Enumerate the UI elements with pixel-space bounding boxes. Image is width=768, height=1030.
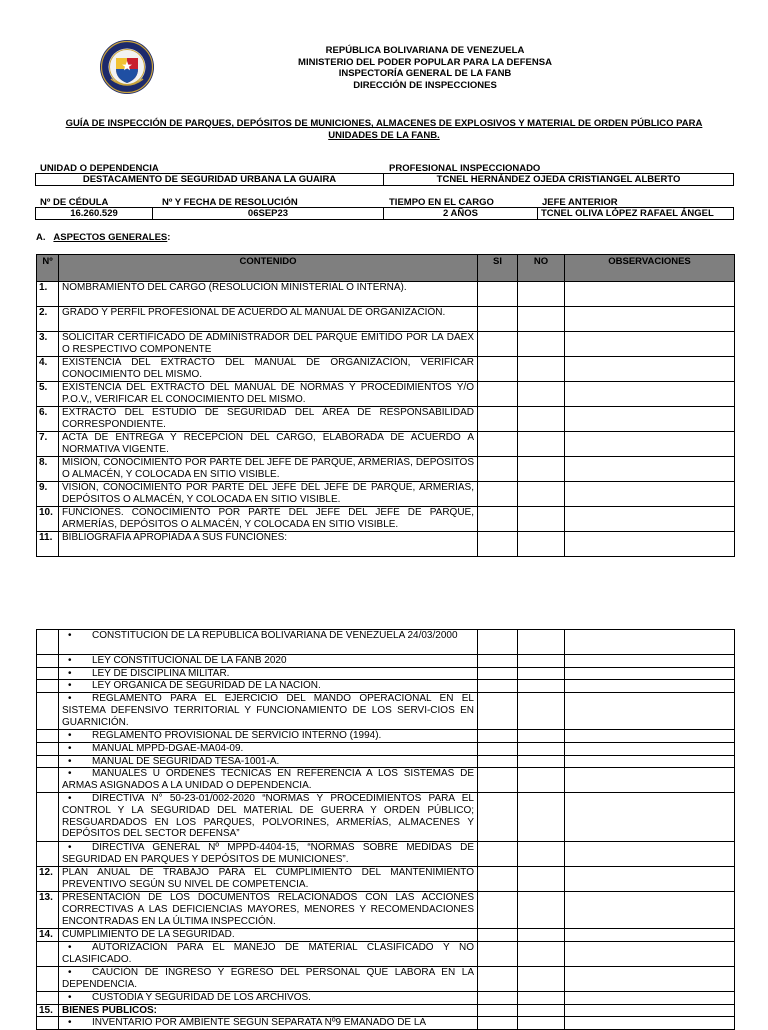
- no-cell: [518, 407, 565, 432]
- no-cell: [518, 630, 565, 655]
- row-content: [59, 793, 478, 842]
- si-cell: [478, 382, 518, 407]
- observaciones-cell: [565, 680, 735, 693]
- no-cell: [518, 793, 565, 842]
- si-cell: [478, 892, 518, 929]
- table-row: [37, 693, 735, 730]
- row-number: [37, 842, 59, 867]
- row-number: [37, 667, 59, 680]
- si-cell: [478, 991, 518, 1004]
- si-cell: [478, 742, 518, 755]
- profesional-field: TCNEL HERNÁNDEZ OJEDA CRISTIANGEL ALBERTO: [383, 173, 734, 186]
- row-content: [59, 941, 478, 966]
- si-cell: [478, 482, 518, 507]
- row-number: 5.: [37, 382, 59, 407]
- si-cell: [478, 407, 518, 432]
- observaciones-cell: [565, 332, 735, 357]
- table-row: [37, 382, 735, 407]
- observaciones-cell: [565, 1004, 735, 1017]
- row-content: SOLICITAR CERTIFICADO DE ADMINISTRADOR DEL PARQUE EMITIDO POR LA DAEX O RESPECTIVO COMPONENTE: [59, 332, 478, 357]
- si-cell: [478, 655, 518, 668]
- bullet-icon: •: [68, 667, 72, 679]
- row-content: [59, 655, 478, 668]
- row-content: BIBLIOGRAFÍA APROPIADA A SUS FUNCIONES:: [59, 532, 478, 557]
- observaciones-cell: [565, 991, 735, 1004]
- row-text: LEY ORGÁNICA DE SEGURIDAD DE LA NACIÓN.: [92, 680, 321, 692]
- observaciones-cell: [565, 941, 735, 966]
- row-content: [59, 680, 478, 693]
- si-cell: [478, 680, 518, 693]
- section-title: ASPECTOS GENERALES: [53, 232, 168, 243]
- row-content: [59, 742, 478, 755]
- row-number: 10.: [37, 507, 59, 532]
- no-cell: [518, 382, 565, 407]
- no-cell: [518, 941, 565, 966]
- row-text: MANUALES U ÓRDENES TÉCNICAS EN REFERENCIA A LOS SISTEMAS DE ARMAS ASIGNADOS A LA UNIDAD O DEPENDENCIA.: [62, 768, 474, 791]
- row-content: VISIÓN, CONOCIMIENTO POR PARTE DEL JEFE DEL JEFE DE PARQUE, ARMERÍAS, DEPÓSITOS O ALMACÉN, Y COLOCADA EN SITIO VISIBLE.: [59, 482, 478, 507]
- observaciones-cell: [565, 755, 735, 768]
- row-content: [59, 667, 478, 680]
- observaciones-cell: [565, 929, 735, 942]
- bullet-icon: •: [68, 680, 72, 692]
- table-row: [37, 941, 735, 966]
- si-cell: [478, 941, 518, 966]
- row-number: 15.: [37, 1004, 59, 1017]
- table-row: [37, 1017, 735, 1030]
- row-text: MANUAL MPPD-DGAE-MA04-09.: [92, 742, 244, 754]
- no-cell: [518, 755, 565, 768]
- no-cell: [518, 457, 565, 482]
- observaciones-cell: [565, 357, 735, 382]
- unidad-field: DESTACAMENTO DE SEGURIDAD URBANA LA GUAIRA: [35, 173, 384, 186]
- row-content: NOMBRAMIENTO DEL CARGO (RESOLUCIÓN MINISTERIAL O INTERNA).: [59, 282, 478, 307]
- row-number: [37, 680, 59, 693]
- bullet-icon: •: [68, 991, 72, 1003]
- row-text: REGLAMENTO PROVISIONAL DE SERVICIO INTERNO (1994).: [92, 730, 382, 742]
- no-cell: [518, 892, 565, 929]
- no-cell: [518, 742, 565, 755]
- row-text: INVENTARIO POR AMBIENTE SEGÚN SEPARATA Nº9 EMANADO DE LA: [92, 1017, 427, 1029]
- institution-header: [240, 45, 610, 91]
- inspection-table-part-1: [36, 254, 735, 557]
- row-text: DIRECTIVA N° 50-23-01/002-2020 “NORMAS Y PROCEDIMIENTOS PARA EL CONTROL Y LA SEGURIDAD DEL MATERIAL DE GUERRA Y ORDEN PÚBLICO; RESGUARDADOS EN LOS PARQUES, POLVORINES, ARMERÍAS, ALMACENES Y DEPÓSITOS DEL SECTOR DEFENSA”: [62, 793, 474, 840]
- observaciones-cell: [565, 842, 735, 867]
- si-cell: [478, 532, 518, 557]
- table-row: [37, 867, 735, 892]
- table-row: [37, 1004, 735, 1017]
- table-row: [37, 680, 735, 693]
- row-content: PRESENTACIÓN DE LOS DOCUMENTOS RELACIONADOS CON LAS ACCIONES CORRECTIVAS A LAS DEFICIENCIAS MAYORES, MENORES Y RECOMENDACIONES ENCONTRADAS EN LA ÚLTIMA INSPECCIÓN.: [59, 892, 478, 929]
- no-cell: [518, 680, 565, 693]
- row-content: [59, 630, 478, 655]
- section-colon: :: [167, 232, 171, 243]
- observaciones-cell: [565, 630, 735, 655]
- bullet-icon: •: [68, 842, 72, 854]
- table-row: [37, 991, 735, 1004]
- no-cell: [518, 357, 565, 382]
- no-cell: [518, 307, 565, 332]
- header-contenido: CONTENIDO: [59, 255, 478, 282]
- bullet-icon: •: [68, 755, 72, 767]
- document-title: GUÍA DE INSPECCIÓN DE PARQUES, DEPÓSITOS DE MUNICIONES, ALMACENES DE EXPLOSIVOS Y MATERIAL DE ORDEN PÚBLICO PARA UNIDADES DE LA FANB.: [65, 118, 703, 141]
- header-line-inspectorate: INSPECTORÍA GENERAL DE LA FANB: [338, 68, 512, 79]
- row-number: 11.: [37, 532, 59, 557]
- no-cell: [518, 693, 565, 730]
- table-row: [37, 432, 735, 457]
- no-cell: [518, 482, 565, 507]
- row-content: BIENES PÚBLICOS:: [59, 1004, 478, 1017]
- bullet-icon: •: [68, 730, 72, 742]
- row-number: 14.: [37, 929, 59, 942]
- row-number: [37, 768, 59, 793]
- row-content: [59, 768, 478, 793]
- si-cell: [478, 630, 518, 655]
- row-number: 8.: [37, 457, 59, 482]
- table-row: [37, 892, 735, 929]
- observaciones-cell: [565, 730, 735, 743]
- no-cell: [518, 667, 565, 680]
- tiempo-label: TIEMPO EN EL CARGO: [389, 197, 494, 208]
- header-line-direction: DIRECCIÓN DE INSPECCIONES: [353, 79, 497, 91]
- no-cell: [518, 432, 565, 457]
- header-no: NO: [518, 255, 565, 282]
- bullet-icon: •: [68, 793, 72, 805]
- row-text: LEY DE DISCIPLINA MILITAR.: [92, 667, 230, 679]
- row-content: EXISTENCIA DEL EXTRACTO DEL MANUAL DE ORGANIZACIÓN, VERIFICAR CONOCIMIENTO DEL MISMO.: [59, 357, 478, 382]
- no-cell: [518, 966, 565, 991]
- no-cell: [518, 282, 565, 307]
- row-text: REGLAMENTO PARA EL EJERCICIO DEL MANDO OPERACIONAL EN EL SISTEMA DEFENSIVO TERRITORIAL Y FUNCIONAMIENTO DE LOS SERVI-CIOS EN GUARNICIÓN.: [62, 693, 474, 728]
- observaciones-cell: [565, 282, 735, 307]
- observaciones-cell: [565, 793, 735, 842]
- table-row: [37, 307, 735, 332]
- bullet-icon: •: [68, 630, 72, 641]
- si-cell: [478, 667, 518, 680]
- row-number: [37, 742, 59, 755]
- observaciones-cell: [565, 655, 735, 668]
- row-number: 3.: [37, 332, 59, 357]
- table-row: [37, 755, 735, 768]
- table-row: [37, 667, 735, 680]
- si-cell: [478, 768, 518, 793]
- row-content: [59, 1017, 478, 1030]
- resolucion-field: 06SEP23: [152, 207, 384, 220]
- row-content: [59, 755, 478, 768]
- table-row: [37, 332, 735, 357]
- jefe-anterior-field: TCNEL OLIVA LÓPEZ RAFAEL ÁNGEL: [537, 207, 734, 220]
- observaciones-cell: [565, 667, 735, 680]
- resolucion-label: Nº Y FECHA DE RESOLUCIÓN: [162, 197, 298, 208]
- row-number: [37, 793, 59, 842]
- row-text: MANUAL DE SEGURIDAD TESA-1001-A.: [92, 755, 280, 767]
- no-cell: [518, 991, 565, 1004]
- row-number: [37, 730, 59, 743]
- row-text: CAUCIÓN DE INGRESO Y EGRESO DEL PERSONAL QUE LABORA EN LA DEPENDENCIA.: [62, 966, 474, 990]
- row-number: [37, 1017, 59, 1030]
- no-cell: [518, 655, 565, 668]
- observaciones-cell: [565, 457, 735, 482]
- no-cell: [518, 730, 565, 743]
- header-si: SI: [478, 255, 518, 282]
- si-cell: [478, 842, 518, 867]
- profesional-label: PROFESIONAL INSPECCIONADO: [389, 163, 541, 174]
- row-number: [37, 991, 59, 1004]
- si-cell: [478, 730, 518, 743]
- table-row: [37, 793, 735, 842]
- si-cell: [478, 457, 518, 482]
- bullet-icon: •: [68, 693, 72, 705]
- bullet-icon: •: [68, 966, 72, 978]
- observaciones-cell: [565, 407, 735, 432]
- row-number: [37, 655, 59, 668]
- si-cell: [478, 966, 518, 991]
- row-content: [59, 693, 478, 730]
- si-cell: [478, 282, 518, 307]
- row-number: 2.: [37, 307, 59, 332]
- row-number: 12.: [37, 867, 59, 892]
- section-letter: A.: [36, 232, 46, 243]
- row-content: CUMPLIMIENTO DE LA SEGURIDAD.: [59, 929, 478, 942]
- table-row: [37, 630, 735, 655]
- observaciones-cell: [565, 382, 735, 407]
- si-cell: [478, 1017, 518, 1030]
- row-content: [59, 730, 478, 743]
- si-cell: [478, 929, 518, 942]
- si-cell: [478, 307, 518, 332]
- no-cell: [518, 867, 565, 892]
- bullet-icon: •: [68, 655, 72, 666]
- row-number: [37, 941, 59, 966]
- si-cell: [478, 332, 518, 357]
- observaciones-cell: [565, 867, 735, 892]
- row-number: 6.: [37, 407, 59, 432]
- row-content: ACTA DE ENTREGA Y RECEPCIÓN DEL CARGO, ELABORADA DE ACUERDO A NORMATIVA VIGENTE.: [59, 432, 478, 457]
- bullet-icon: •: [68, 1017, 72, 1029]
- unidad-label: UNIDAD O DEPENDENCIA: [40, 163, 159, 174]
- no-cell: [518, 929, 565, 942]
- table-row: [37, 966, 735, 991]
- observaciones-cell: [565, 507, 735, 532]
- observaciones-cell: [565, 768, 735, 793]
- table-row: [37, 507, 735, 532]
- header-line-ministry: MINISTERIO DEL PODER POPULAR PARA LA DEFENSA: [298, 56, 552, 68]
- si-cell: [478, 432, 518, 457]
- table-row: [37, 742, 735, 755]
- table-row: [37, 357, 735, 382]
- observaciones-cell: [565, 532, 735, 557]
- row-text: CONSTITUCIÓN DE LA REPÚBLICA BOLIVARIANA DE VENEZUELA 24/03/2000: [92, 630, 458, 641]
- row-text: AUTORIZACIÓN PARA EL MANEJO DE MATERIAL CLASIFICADO Y NO CLASIFICADO.: [62, 941, 474, 965]
- row-content: FUNCIONES. CONOCIMIENTO POR PARTE DEL JEFE DEL JEFE DE PARQUE, ARMERÍAS, DEPÓSITOS O ALMACÉN, Y COLOCADA EN SITIO VISIBLE.: [59, 507, 478, 532]
- table-row: [37, 407, 735, 432]
- table-header-row: [37, 255, 735, 282]
- institution-seal-logo: [99, 39, 155, 95]
- observaciones-cell: [565, 432, 735, 457]
- row-text: CUSTODIA Y SEGURIDAD DE LOS ARCHIVOS.: [92, 991, 311, 1003]
- si-cell: [478, 793, 518, 842]
- no-cell: [518, 842, 565, 867]
- row-number: 7.: [37, 432, 59, 457]
- header-line-republic: REPÚBLICA BOLIVARIANA DE VENEZUELA: [325, 45, 525, 56]
- row-number: 9.: [37, 482, 59, 507]
- header-observaciones: OBSERVACIONES: [565, 255, 735, 282]
- inspection-table-part-2: [36, 629, 735, 1030]
- observaciones-cell: [565, 966, 735, 991]
- no-cell: [518, 1004, 565, 1017]
- row-number: 13.: [37, 892, 59, 929]
- table-row: [37, 532, 735, 557]
- row-number: [37, 630, 59, 655]
- observaciones-cell: [565, 693, 735, 730]
- table-row: [37, 768, 735, 793]
- row-content: [59, 966, 478, 991]
- row-content: PLAN ANUAL DE TRABAJO PARA EL CUMPLIMIENTO DEL MANTENIMIENTO PREVENTIVO SEGÚN SU NIVEL DE COMPETENCIA.: [59, 867, 478, 892]
- table-row: [37, 457, 735, 482]
- table-row: [37, 655, 735, 668]
- section-heading: [36, 232, 170, 244]
- row-number: [37, 966, 59, 991]
- row-content: GRADO Y PERFIL PROFESIONAL DE ACUERDO AL MANUAL DE ORGANIZACIÓN.: [59, 307, 478, 332]
- row-text: DIRECTIVA GENERAL Nº MPPD-4404-15, “NORMAS SOBRE MEDIDAS DE SEGURIDAD EN PARQUES Y DEPÓSITOS DE MUNICIONES”.: [62, 842, 474, 865]
- si-cell: [478, 507, 518, 532]
- no-cell: [518, 1017, 565, 1030]
- tiempo-field: 2 AÑOS: [383, 207, 538, 220]
- jefe-anterior-label: JEFE ANTERIOR: [542, 197, 618, 208]
- table-row: [37, 730, 735, 743]
- no-cell: [518, 532, 565, 557]
- si-cell: [478, 693, 518, 730]
- no-cell: [518, 507, 565, 532]
- no-cell: [518, 768, 565, 793]
- table-row: [37, 842, 735, 867]
- row-content: MISIÓN, CONOCIMIENTO POR PARTE DEL JEFE DE PARQUE, ARMERÍAS, DEPÓSITOS O ALMACÉN, Y COLOCADA EN SITIO VISIBLE.: [59, 457, 478, 482]
- observaciones-cell: [565, 1017, 735, 1030]
- row-number: 1.: [37, 282, 59, 307]
- si-cell: [478, 357, 518, 382]
- row-content: [59, 842, 478, 867]
- cedula-field: 16.260.529: [35, 207, 153, 220]
- si-cell: [478, 755, 518, 768]
- row-content: EXISTENCIA DEL EXTRACTO DEL MANUAL DE NORMAS Y PROCEDIMIENTOS Y/O P.O.V,, VERIFICAR EL CONOCIMIENTO DEL MISMO.: [59, 382, 478, 407]
- observaciones-cell: [565, 307, 735, 332]
- header-num: Nº: [37, 255, 59, 282]
- si-cell: [478, 1004, 518, 1017]
- row-content: EXTRACTO DEL ESTUDIO DE SEGURIDAD DEL ÁREA DE RESPONSABILIDAD CORRESPONDIENTE.: [59, 407, 478, 432]
- observaciones-cell: [565, 482, 735, 507]
- table-row: [37, 282, 735, 307]
- table-row: [37, 482, 735, 507]
- bullet-icon: •: [68, 742, 72, 754]
- table-row: [37, 929, 735, 942]
- row-number: [37, 693, 59, 730]
- no-cell: [518, 332, 565, 357]
- row-number: [37, 755, 59, 768]
- bullet-icon: •: [68, 768, 72, 780]
- bullet-icon: •: [68, 941, 72, 953]
- observaciones-cell: [565, 892, 735, 929]
- observaciones-cell: [565, 742, 735, 755]
- cedula-label: Nº DE CÉDULA: [40, 197, 109, 208]
- row-content: [59, 991, 478, 1004]
- row-number: 4.: [37, 357, 59, 382]
- row-text: LEY CONSTITUCIONAL DE LA FANB 2020: [92, 655, 287, 666]
- si-cell: [478, 867, 518, 892]
